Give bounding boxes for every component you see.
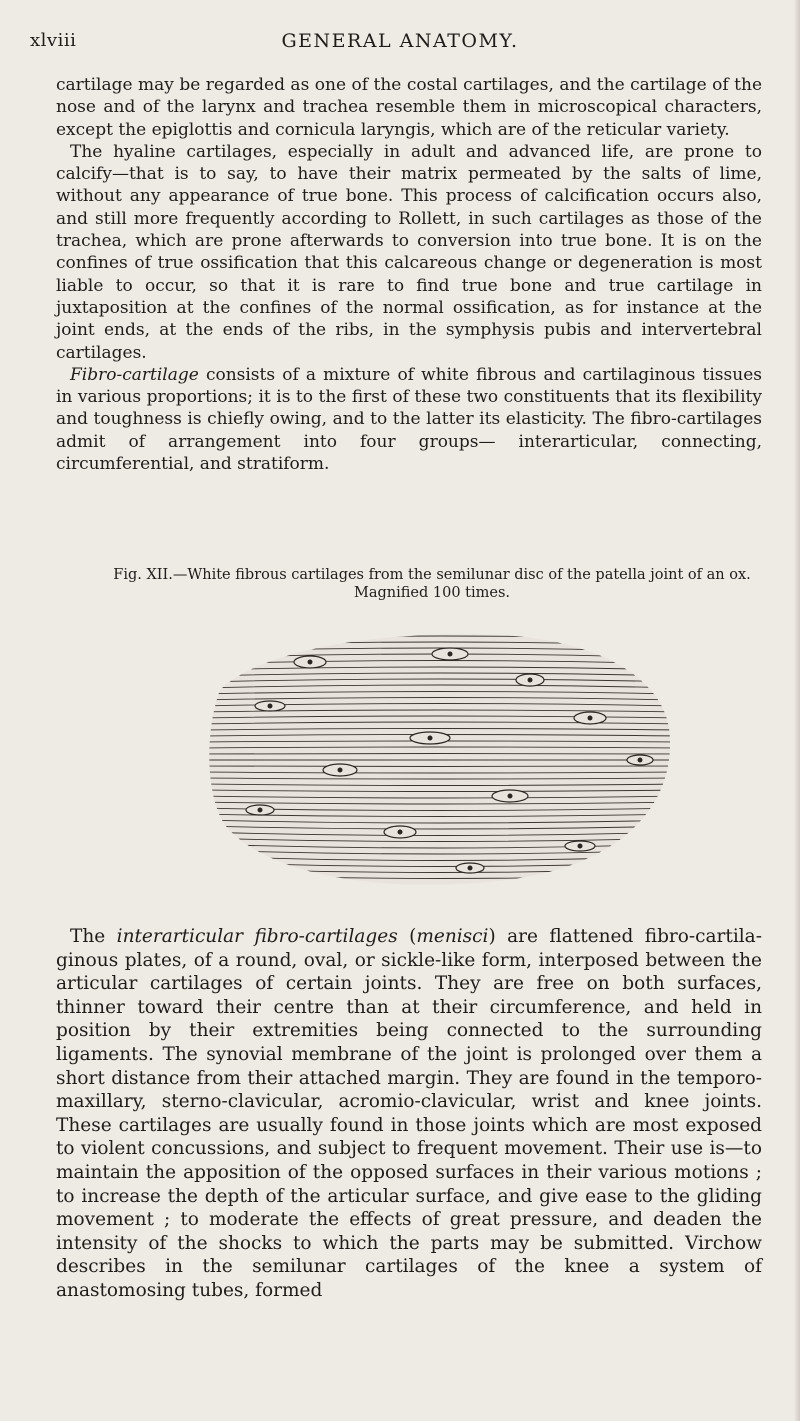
- text-block-upper: [56, 74, 762, 475]
- term-menisci: menisci: [416, 926, 489, 947]
- term-fibro-cartilage: Fibro-cartilage: [70, 364, 199, 385]
- paren-open: (: [397, 926, 417, 947]
- page-edge-shadow: [794, 0, 800, 1421]
- paragraph-fibro-cartilage: [56, 364, 762, 475]
- paragraph-calcification: The hyaline cartilages, especially in adult and advanced life, are prone to calcify—that is to say, to have their matrix permeated by the salts of lime, without any appearance of true bone. This process of calcification occurs also, and still more frequently according to Rollett, in such cartilages as those of the trachea, which are prone afterwards to conversion into true bone. It is on the confines of true ossification that this calcareous change or degeneration is most liable to occur, so that it is rare to find true bone and true cartilage in juxtaposition at the confines of the normal ossification, as for instance at the joint ends, at the ends of the ribs, in the symphysis pubis and intervertebral cartilages.: [56, 141, 762, 363]
- paragraph-interarticular: [56, 925, 762, 1303]
- paragraph-interarticular-text: ) are flattened fibro-cartilaginous plates, of a round, oval, or sickle-like form, interposed between the articular cartilages of certain joints. They are free on both surfaces, thinner toward their centre than at their circumference, and held in position by their extremities being connected to the surrounding ligaments. The synovial membrane of the joint is prolonged over them a short distance from their attached margin. They are found in the temporo-maxillary, sterno-clavicular, acromio-clavicular, wrist and knee joints. These cartilages are usually found in those joints which are most exposed to violent concussions, and subject to frequent movement. Their use is—to maintain the apposition of the opposed surfaces in their various motions ; to increase the depth of the articular surface, and give ease to the gliding movement ; to moderate the effects of great pressure, and deaden the intensity of the shocks to which the parts may be submitted. Virchow describes in the semilunar cartilages of the knee a system of anastomosing tubes, formed: [56, 926, 762, 1301]
- text-block-lower: [56, 925, 762, 1303]
- paragraph-lead: The: [70, 926, 117, 947]
- figure-caption-magnification: Magnified 100 times.: [353, 585, 511, 601]
- paragraph-fibro-cartilage-text: consists of a mixture of white fibrous and cartilaginous tissues in various proportions; it is to the first of these two constituents that its flexibility and toughness is chiefly owing, and to the latter its elasticity. The fibro-cartilages admit of arrangement into four groups— interarticular, connecting, circumferential, and stratiform.: [56, 364, 762, 475]
- running-head: GENERAL ANATOMY.: [281, 30, 519, 52]
- page-number: xlviii: [30, 30, 77, 51]
- figure-caption-title: Fig. XII.—White fibrous cartilages from the semilunar disc of the patella joint of an ox.: [113, 567, 751, 583]
- fibre-bundles: [200, 610, 680, 900]
- term-interarticular-fibro-cartilages: interarticular fibro-cartilages: [116, 926, 398, 947]
- paragraph-continued: cartilage may be regarded as one of the costal cartilages, and the cartilage of the nose and of the larynx and trachea resemble them in microscopical characters, except the epiglottis and cornicula laryngis, which are of the reticular variety.: [56, 75, 762, 140]
- figure-caption: [92, 566, 772, 602]
- fibrous-cartilage-illustration: [200, 610, 680, 900]
- page-header: [30, 30, 770, 54]
